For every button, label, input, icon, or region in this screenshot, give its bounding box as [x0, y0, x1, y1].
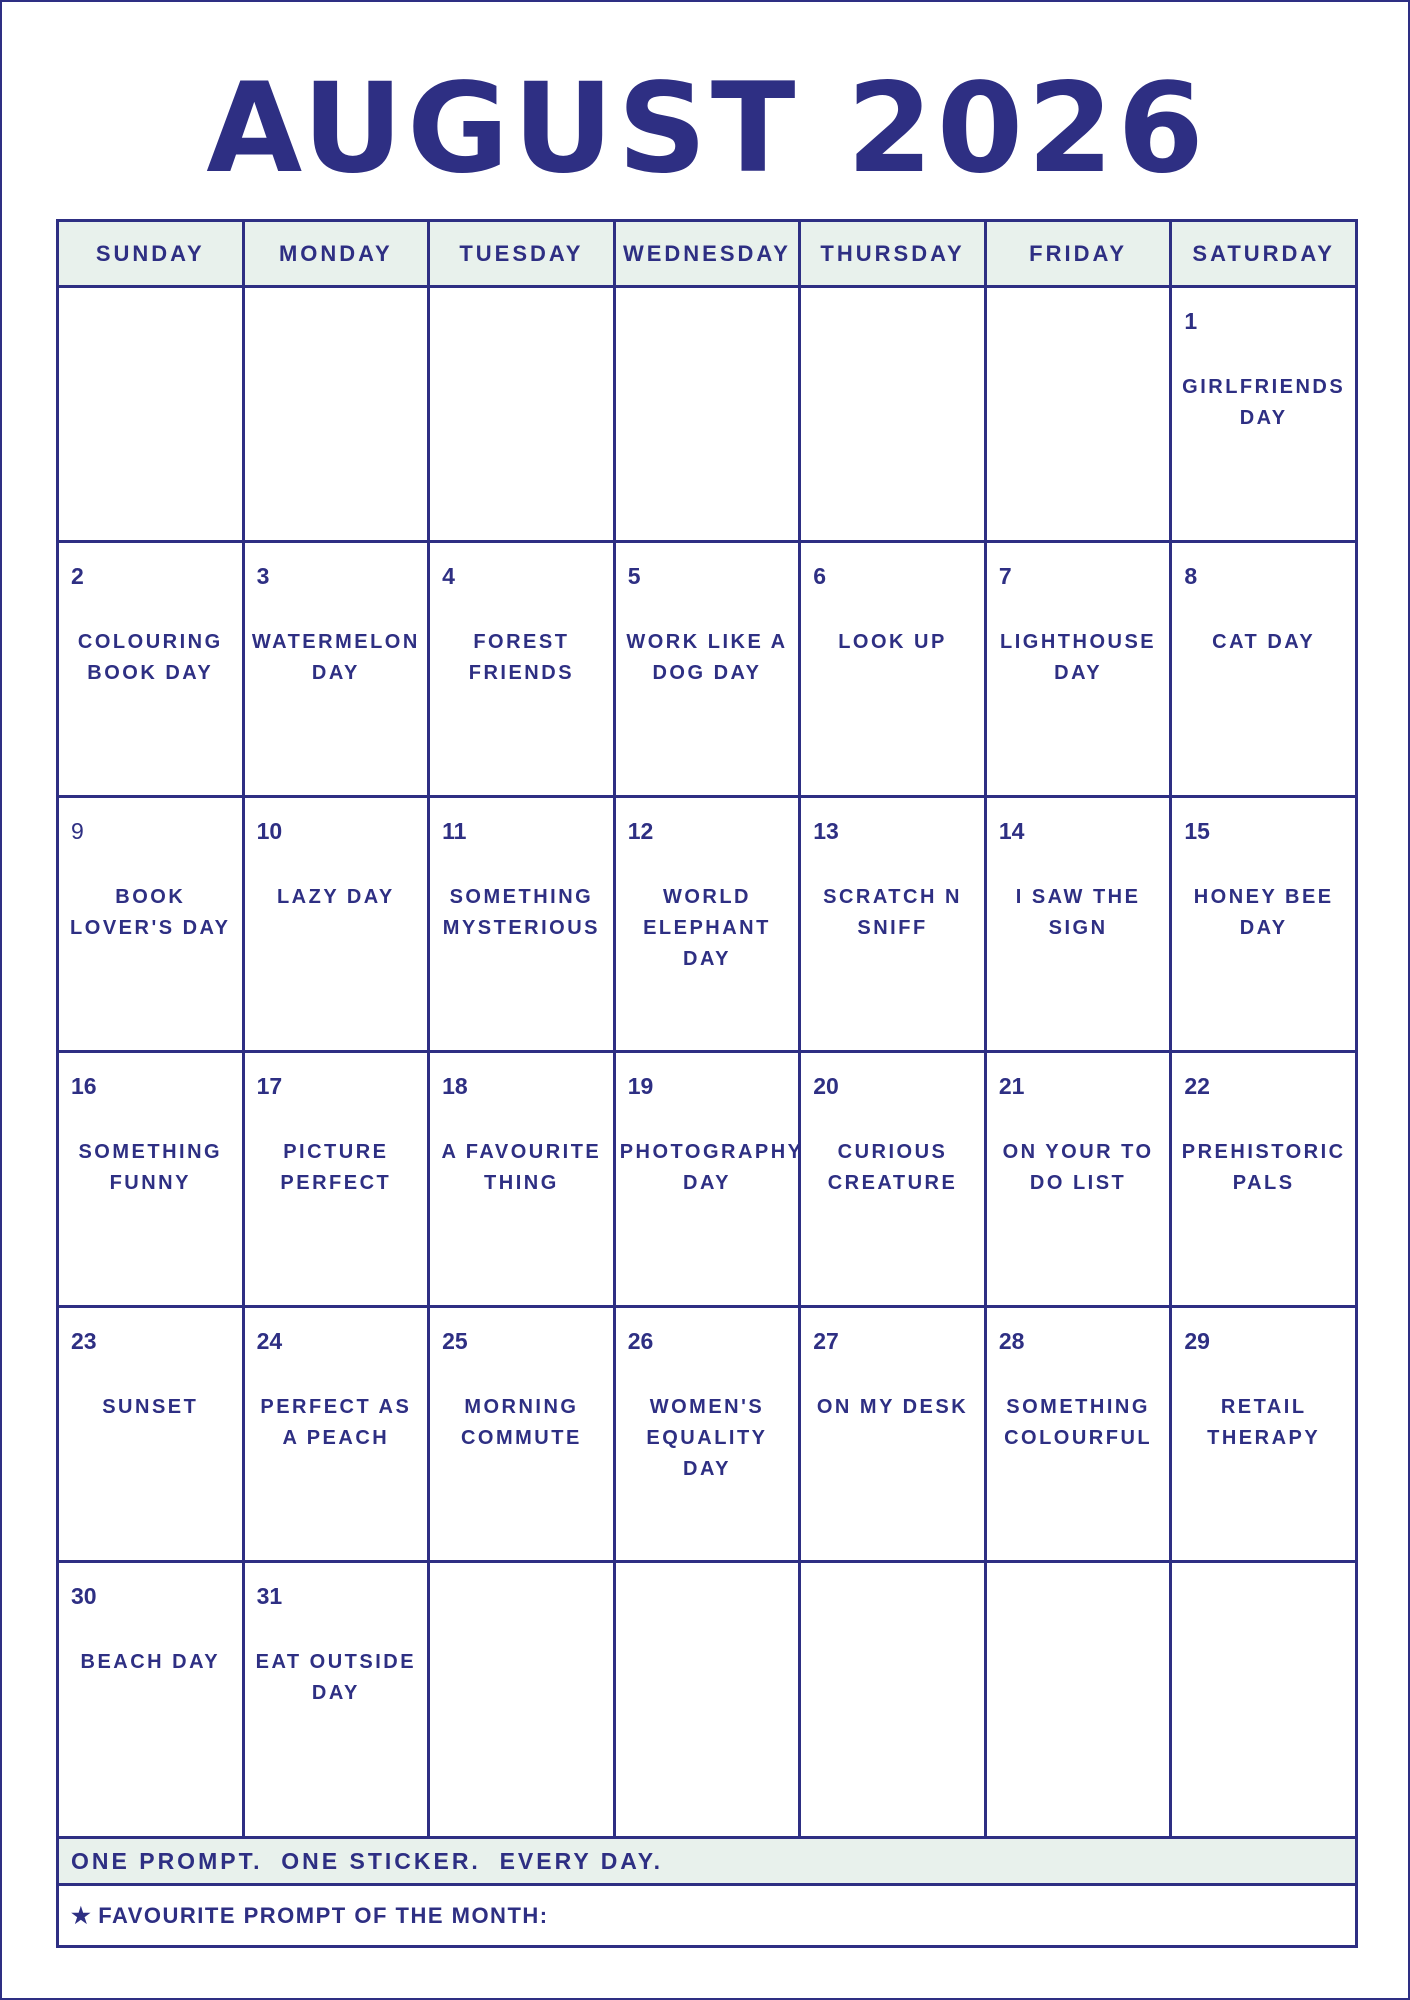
week-row: [58, 1052, 1357, 1307]
day-cell: [429, 542, 615, 797]
day-cell: [243, 1052, 429, 1307]
day-prompt: CURIOUS CREATURE: [827, 1141, 958, 1194]
day-number: 4: [442, 563, 455, 589]
day-prompt: WORLD ELEPHANT DAY: [643, 886, 771, 970]
day-cell: [985, 1052, 1171, 1307]
day-cell: [985, 797, 1171, 1052]
day-prompt: GIRLFRIENDS DAY: [1182, 376, 1346, 429]
day-prompt: LIGHTHOUSE DAY: [1000, 631, 1157, 684]
day-prompt: PHOTOGRAPHY DAY: [619, 1141, 804, 1194]
day-number: 1: [1184, 308, 1198, 334]
day-prompt: FOREST FRIENDS: [468, 631, 575, 684]
day-prompt: COLOURING BOOK DAY: [77, 631, 223, 684]
empty-day-cell: [614, 287, 800, 542]
day-cell: [1171, 1052, 1357, 1307]
day-number: 8: [1184, 563, 1198, 589]
star-icon: ★: [71, 1902, 93, 1928]
day-number: 28: [998, 1328, 1025, 1354]
day-prompt: EAT OUTSIDE DAY: [255, 1651, 417, 1704]
favourite-prompt-label: FAVOURITE PROMPT OF THE MONTH:: [98, 1902, 549, 1928]
day-number: 25: [442, 1328, 468, 1354]
day-prompt: PREHISTORIC PALS: [1181, 1141, 1346, 1194]
week-row: [58, 1562, 1357, 1838]
day-cell: [58, 1562, 244, 1838]
day-number: 10: [256, 818, 283, 844]
day-number: 7: [998, 563, 1012, 589]
day-cell: [429, 797, 615, 1052]
day-number: 11: [442, 818, 467, 844]
day-prompt: ON YOUR TO DO LIST: [1002, 1141, 1154, 1194]
week-row: [58, 1307, 1357, 1562]
day-number: 20: [813, 1073, 839, 1099]
day-number: 13: [813, 818, 839, 844]
weekday-sunday: SUNDAY: [58, 221, 244, 287]
day-cell: [985, 542, 1171, 797]
day-cell: [429, 1307, 615, 1562]
empty-day-cell: [243, 287, 429, 542]
favourite-prompt-field[interactable]: [58, 1885, 1357, 1947]
day-prompt: SOMETHING MYSTERIOUS: [442, 886, 601, 939]
empty-day-cell: [985, 287, 1171, 542]
day-number: 21: [998, 1073, 1025, 1099]
day-cell: [614, 542, 800, 797]
page-title: AUGUST 2026: [206, 57, 1208, 201]
empty-day-cell: [429, 1562, 615, 1838]
empty-day-cell: [429, 287, 615, 542]
empty-day-cell: [1171, 1562, 1357, 1838]
week-row: [58, 797, 1357, 1052]
day-prompt: A FAVOURITE THING: [441, 1141, 602, 1194]
day-number: 2: [71, 563, 84, 589]
day-number: 26: [627, 1328, 654, 1354]
day-prompt: WOMEN'S EQUALITY DAY: [646, 1396, 768, 1480]
empty-day-cell: [58, 287, 244, 542]
weekday-monday: MONDAY: [243, 221, 429, 287]
day-prompt: CAT DAY: [1212, 631, 1316, 653]
day-prompt: WATERMELON DAY: [251, 631, 420, 684]
day-cell: [1171, 542, 1357, 797]
day-cell: [1171, 1307, 1357, 1562]
day-prompt: MORNING COMMUTE: [460, 1396, 582, 1449]
day-prompt: ON MY DESK: [816, 1396, 969, 1418]
day-cell: [58, 1052, 244, 1307]
empty-day-cell: [614, 1562, 800, 1838]
day-cell: [58, 542, 244, 797]
day-prompt: PICTURE PERFECT: [280, 1141, 392, 1194]
day-prompt: BEACH DAY: [80, 1651, 221, 1673]
day-cell: [243, 1307, 429, 1562]
day-prompt: BOOK LOVER'S DAY: [70, 886, 231, 939]
day-number: 9: [71, 818, 84, 844]
day-prompt: SOMETHING COLOURFUL: [1004, 1396, 1153, 1449]
day-number: 31: [256, 1583, 283, 1609]
day-prompt: HONEY BEE DAY: [1193, 886, 1334, 939]
week-row: [58, 542, 1357, 797]
empty-day-cell: [800, 1562, 986, 1838]
day-cell: [1171, 287, 1357, 542]
day-number: 18: [442, 1073, 468, 1099]
day-number: 27: [813, 1328, 839, 1354]
day-cell: [614, 797, 800, 1052]
day-number: 5: [627, 563, 641, 589]
day-cell: [1171, 797, 1357, 1052]
day-number: 30: [71, 1583, 97, 1609]
weekday-saturday: SATURDAY: [1171, 221, 1357, 287]
weekday-thursday: THURSDAY: [800, 221, 986, 287]
day-prompt: PERFECT AS A PEACH: [260, 1396, 412, 1449]
day-cell: [429, 1052, 615, 1307]
day-prompt: LOOK UP: [838, 631, 947, 653]
weekday-friday: FRIDAY: [985, 221, 1171, 287]
day-prompt: WORK LIKE A DOG DAY: [626, 631, 788, 684]
day-number: 29: [1184, 1328, 1210, 1354]
day-number: 6: [813, 563, 827, 589]
weekday-wednesday: WEDNESDAY: [614, 221, 800, 287]
day-number: 3: [256, 563, 270, 589]
day-prompt: I SAW THE SIGN: [1015, 886, 1141, 939]
day-cell: [243, 1562, 429, 1838]
day-number: 22: [1184, 1073, 1210, 1099]
day-prompt: SCRATCH N SNIFF: [823, 886, 962, 939]
day-cell: [800, 1052, 986, 1307]
day-number: 12: [627, 818, 654, 844]
weekday-tuesday: TUESDAY: [429, 221, 615, 287]
day-cell: [614, 1307, 800, 1562]
day-prompt: SOMETHING FUNNY: [78, 1141, 223, 1194]
day-cell: [58, 797, 244, 1052]
day-cell: [243, 542, 429, 797]
day-number: 23: [71, 1328, 97, 1354]
day-number: 24: [256, 1328, 283, 1354]
day-cell: [614, 1052, 804, 1307]
day-cell: [800, 797, 986, 1052]
empty-day-cell: [800, 287, 986, 542]
day-prompt: RETAIL THERAPY: [1207, 1396, 1321, 1449]
empty-day-cell: [985, 1562, 1171, 1838]
day-number: 15: [1184, 818, 1210, 844]
day-prompt: LAZY DAY: [276, 886, 395, 908]
day-number: 14: [998, 818, 1025, 844]
day-number: 16: [71, 1073, 97, 1099]
weekday-header-row: [58, 221, 1357, 287]
day-cell: [58, 1307, 244, 1562]
day-cell: [800, 542, 986, 797]
day-prompt: SUNSET: [102, 1396, 199, 1418]
calendar-grid: [56, 219, 1358, 1948]
week-row: [58, 287, 1357, 542]
day-cell: [243, 797, 429, 1052]
day-cell: [985, 1307, 1171, 1562]
day-number: 17: [256, 1073, 283, 1099]
day-number: 19: [627, 1073, 654, 1099]
day-cell: [800, 1307, 986, 1562]
footer-tagline: ONE PROMPT. ONE STICKER. EVERY DAY.: [58, 1838, 1357, 1885]
